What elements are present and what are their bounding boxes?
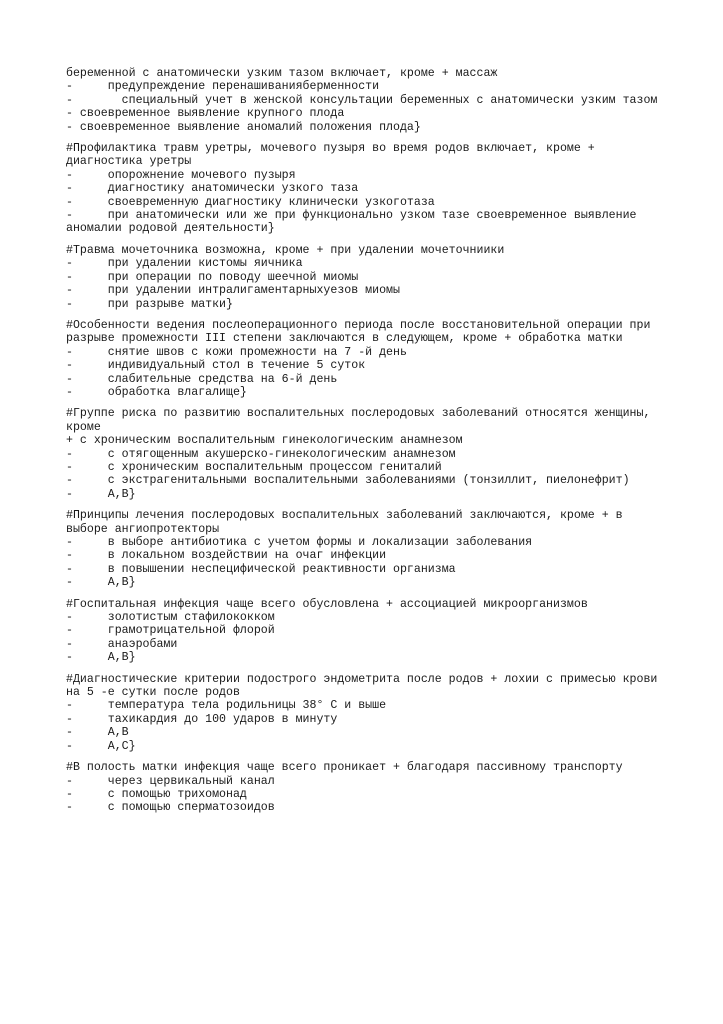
answer-option: - при разрыве матки}: [66, 297, 233, 311]
question-text: #Травма мочеточника возможна, кроме + при удалении мочеточниики: [66, 243, 505, 257]
question-text: #В полость матки инфекция чаще всего проникает + благодаря пассивному транспорту: [66, 761, 623, 775]
question-text: #Особенности ведения послеоперационного периода после восстановительной операции при разрыве промежности III степени заключаются в следующем, кроме + обработка матки: [66, 318, 658, 346]
answer-option: - своевременное выявление аномалий положения плода}: [66, 120, 421, 134]
question-text: #Принципы лечения послеродовых воспалительных заболеваний заключаются, кроме + в выборе ангиопротекторы: [66, 509, 630, 536]
answer-option: - предупреждение перенашиванияберменности: [66, 80, 380, 94]
answer-option: - своевременную диагностику клинически узкоготаза: [66, 195, 435, 209]
question-text: #Профилактика травм уретры, мочевого пузыря во время родов включает, кроме + диагностика уретры: [66, 142, 602, 169]
answer-option: - с хроническим воспалительным процессом гениталий: [66, 460, 442, 474]
answer-option: - температура тела родильницы 38° С и выше: [66, 699, 387, 713]
question-text: #Группе риска по развитию воспалительных послеродовых заболеваний относятся женщины, кроме + с хроническим воспалительным гинекологическим анамнезом: [66, 407, 651, 448]
answer-option: - в повышении неспецифической реактивности организма: [66, 562, 456, 576]
test-question-block: [66, 509, 658, 589]
test-question-block: [66, 319, 658, 399]
answer-option: - при операции по поводу шеечной миомы: [66, 270, 359, 284]
answer-option: - золотистым стафилококком: [66, 611, 275, 625]
answer-option: - А,В: [66, 726, 129, 740]
test-question-block: [66, 142, 658, 236]
answer-option: - с отягощенным акушерско-гинекологическим анамнезом: [66, 447, 456, 461]
answer-option: - при анатомически или же при функционально узком тазе своевременное выявление аномалии родовой деятельности}: [66, 209, 644, 236]
question-text: #Госпитальная инфекция чаще всего обусловлена + ассоциацией микроорганизмов: [66, 597, 588, 611]
document-page: [66, 67, 665, 823]
question-text: #Диагностические критерии подострого эндометрита после родов + лохии с примесью крови на 5 -е сутки после родов: [66, 672, 665, 700]
answer-option: - с помощью сперматозоидов: [66, 801, 275, 815]
answer-option: - грамотрицательной флорой: [66, 624, 275, 638]
answer-option: - с помощью трихомонад: [66, 787, 247, 801]
answer-option: - в локальном воздействии на очаг инфекции: [66, 549, 387, 563]
answer-option: - А,С}: [66, 739, 136, 753]
answer-option: - анаэробами: [66, 637, 178, 651]
answer-option: - через цервикальный канал: [66, 774, 275, 788]
answer-option: - при удалении кистомы яичника: [66, 257, 303, 271]
answer-option: - слабительные средства на 6-й день: [66, 372, 338, 386]
test-question-block: [66, 761, 658, 815]
answer-option: - в выборе антибиотика с учетом формы и локализации заболевания: [66, 536, 533, 549]
answer-option: - с экстрагенитальными воспалительными заболеваниями (тонзиллит, пиелонефрит): [66, 474, 630, 488]
answer-option: - индивидуальный стол в течение 5 суток: [66, 359, 366, 373]
test-question-block: [66, 672, 665, 753]
test-question-block: [66, 244, 658, 311]
answer-option: - опорожнение мочевого пузыря: [66, 168, 296, 182]
answer-option: - А,В}: [66, 576, 136, 590]
answer-option: - тахикардия до 100 ударов в минуту: [66, 712, 338, 726]
test-question-block: [66, 598, 658, 665]
answer-option: - специальный учет в женской консультации беременных с анатомически узким тазом: [66, 93, 658, 107]
test-question-block: [66, 67, 658, 134]
answer-option: - А,В}: [66, 651, 136, 665]
answer-option: - при удалении интралигаментарныхуезов миомы: [66, 284, 400, 298]
test-question-block: [66, 407, 658, 501]
answer-option: - диагностику анатомически узкого таза: [66, 182, 359, 196]
question-text: беременной с анатомически узким тазом включает, кроме + массаж: [66, 67, 498, 80]
answer-option: - А,В}: [66, 487, 136, 501]
answer-option: - снятие швов с кожи промежности на 7 -й день: [66, 345, 407, 359]
answer-option: - своевременное выявление крупного плода: [66, 107, 345, 121]
answer-option: - обработка влагалище}: [66, 385, 247, 399]
